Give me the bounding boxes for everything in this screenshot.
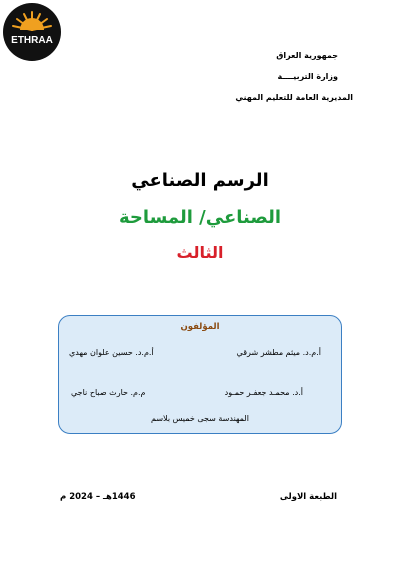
- authors-box: [58, 315, 342, 434]
- header-directorate: المديرية العامة للتعليم المهني: [235, 93, 353, 102]
- ministry-header: [138, 45, 353, 108]
- author-4: م.م. حارث صباح ناجي: [71, 388, 146, 397]
- authors-heading: المؤلفون: [180, 322, 220, 332]
- header-country: جمهورية العراق: [276, 51, 338, 60]
- author-3: أ.د. محمـد جعفـر حمـود: [224, 388, 303, 397]
- author-5: المهندسة سجى خميس بلاسم: [151, 414, 249, 423]
- ethraa-logo: [2, 2, 62, 62]
- book-subtitle: الصناعي/ المساحة: [118, 207, 282, 228]
- ethraa-logo-icon: [2, 2, 62, 62]
- book-title: الرسم الصناعي: [131, 170, 269, 191]
- edition-label: الطبعة الاولى: [279, 492, 337, 502]
- header-ministry: وزارة التربيــــة: [277, 72, 338, 81]
- author-2: أ.م.د. حسين علوان مهدي: [69, 348, 154, 357]
- author-1: أ.م.د. ميثم مطشر شرقي: [236, 348, 321, 357]
- book-grade: الثالث: [176, 243, 224, 262]
- publication-year: 1446هـ – 2024 م: [60, 492, 136, 502]
- logo-text: ETHRAA: [11, 35, 53, 46]
